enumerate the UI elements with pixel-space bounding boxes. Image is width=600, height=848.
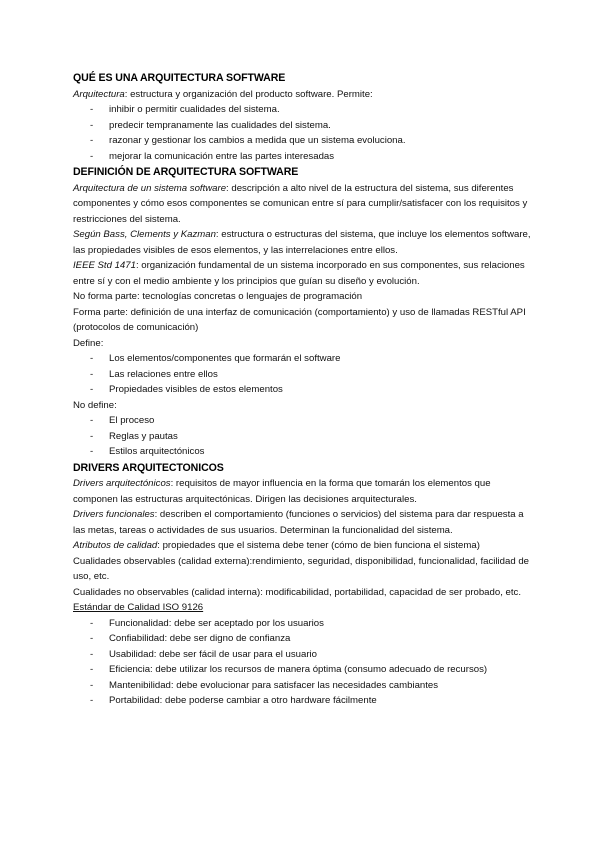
list-item: - Confiabilidad: debe ser digno de confianza [73,631,533,647]
label-define: Define: [73,337,104,349]
list-item: - Propiedades visibles de estos elementos [73,382,533,398]
list-item: - inhibir o permitir cualidades del sistema. [73,102,533,118]
list-item: - razonar y gestionar los cambios a medida que un sistema evoluciona. [73,133,533,149]
list-item: - Las relaciones entre ellos [73,367,533,383]
heading-estandar-iso: Estándar de Calidad ISO 9126 [73,602,204,613]
paragraph-drivers-funcionales: Drivers funcionales: describen el comportamiento (funciones o servicios) del sistema para dar respuesta a las metas, tareas o actividades de sus usuarios. Determinan la funcionalidad del sistema. [73,509,524,536]
list-item: - predecir tempranamente las cualidades del sistema. [73,118,533,134]
paragraph-cualidades-no-observables: Cualidades no observables (calidad interna): modificabilidad, portabilidad, capacidad de ser probado, etc. [73,586,521,598]
list-item: - Reglas y pautas [73,429,533,445]
paragraph-atributos-calidad: Atributos de calidad: propiedades que el sistema debe tener (cómo de bien funciona el sistema) [73,540,480,551]
list-item: - mejorar la comunicación entre las partes interesadas [73,149,533,165]
term-arquitectura: Arquitectura [73,88,125,100]
paragraph-no-forma-parte: No forma parte: tecnologías concretas o lenguajes de programación [73,291,363,302]
list-no-define [73,413,533,460]
list-item: - Los elementos/componentes que formarán el software [73,351,533,367]
label-no-define: No define: [73,399,117,411]
list-item: - El proceso [73,413,533,429]
list-item: - Estilos arquitectónicos [73,444,533,460]
paragraph-cualidades-observables: Cualidades observables (calidad externa):rendimiento, seguridad, disponibilidad, funcionalidad, facilidad de uso, etc. [73,555,529,582]
list-define [73,351,533,398]
list-item: - Usabilidad: debe ser fácil de usar para el usuario [73,647,533,663]
paragraph-forma-parte: Forma parte: definición de una interfaz de comunicación (comportamiento) y uso de llamadas RESTful API (protocolos de comunicación) [73,306,526,333]
paragraph-drivers-arquitectonicos: Drivers arquitectónicos: requisitos de mayor influencia en la forma que tomarán los elementos que componen las estructuras arquitectónicas. Dirigen las decisiones arquitecturales. [73,478,491,505]
paragraph-arquitectura: Arquitectura: estructura y organización del producto software. Permite: [73,88,373,100]
list-permite [73,102,533,164]
paragraph-bass: Según Bass, Clements y Kazman: estructura o estructuras del sistema, que incluye los elementos software, las propiedades visibles de esos elementos, y las interrelaciones entre ellos. [73,229,531,256]
document-page [73,70,533,709]
section-title-definicion: DEFINICIÓN DE ARQUITECTURA SOFTWARE [73,166,299,178]
list-item: - Eficiencia: debe utilizar los recursos de manera óptima (consumo adecuado de recursos) [73,662,533,678]
list-item: - Funcionalidad: debe ser aceptado por los usuarios [73,616,533,632]
paragraph-arquitectura-sistema: Arquitectura de un sistema software: descripción a alto nivel de la estructura del sistema, sus diferentes componentes y cómo esos componentes se comunican entre sí para cumplir/satisfacer con los requisitos y restricciones del sistema. [73,182,528,225]
list-item: - Portabilidad: debe poderse cambiar a otro hardware fácilmente [73,693,533,709]
list-item: - Mantenibilidad: debe evolucionar para satisfacer las necesidades cambiantes [73,678,533,694]
list-iso-9126 [73,616,533,709]
section-title-drivers: DRIVERS ARQUITECTONICOS [73,461,224,474]
section-title-que-es: QUÉ ES UNA ARQUITECTURA SOFTWARE [73,72,286,84]
paragraph-ieee: IEEE Std 1471: organización fundamental de un sistema incorporado en sus componentes, sus relaciones entre sí y con el medio ambiente y los principios que guían su diseño y evolución. [73,260,525,287]
